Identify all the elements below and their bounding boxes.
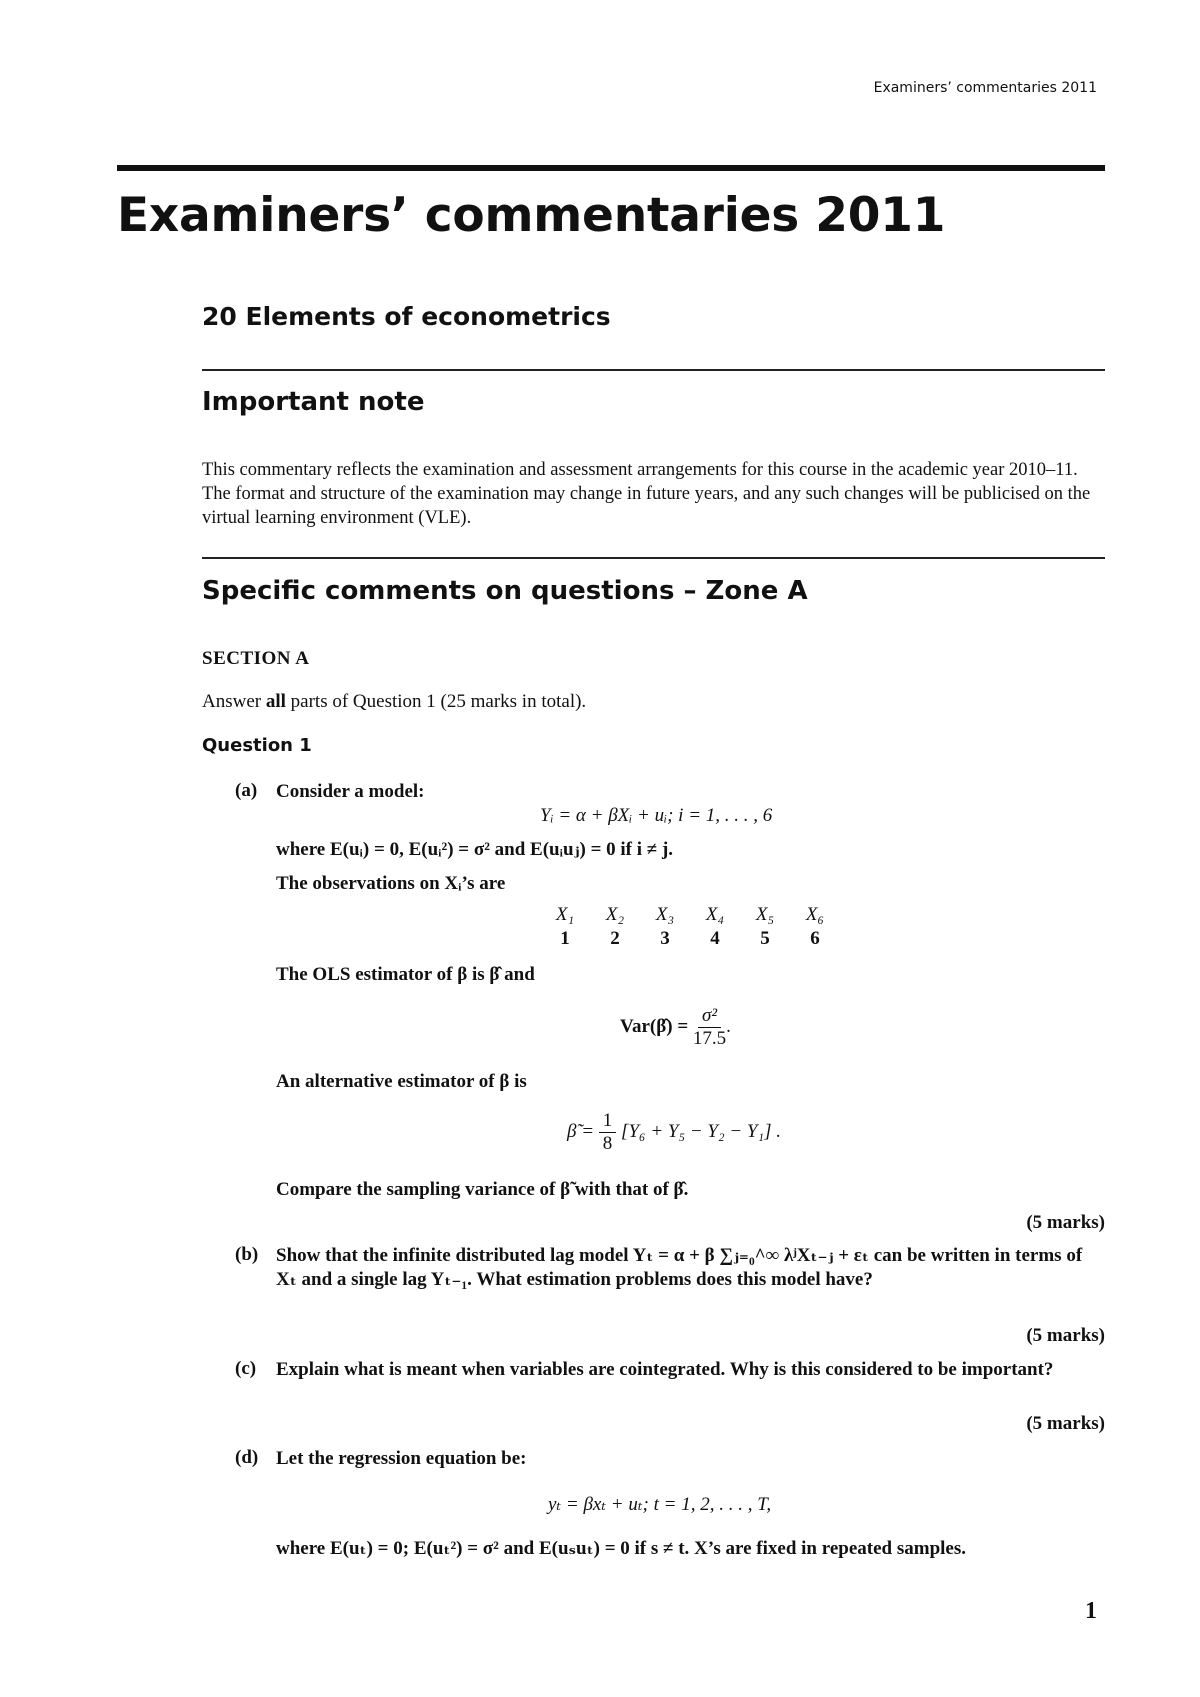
marks-b: (5 marks) [1026,1325,1105,1346]
obs-header: X₁ [555,904,575,925]
alt-rhs: [Y₆ + Y₅ − Y₂ − Y₁] . [621,1120,781,1142]
part-a-label: (a) [235,780,258,801]
part-d-text: where E(uₜ) = 0; E(uₜ²) = σ² and E(uₛuₜ) = 0 if s ≠ t. X’s are fixed in repeated samples. [276,1538,966,1559]
obs-header: X₃ [655,904,675,925]
part-a-assumptions: where E(uᵢ) = 0, E(uᵢ²) = σ² and E(uᵢuⱼ) = 0 if i ≠ j. [276,839,674,860]
alternative-estimator-equation [567,1110,781,1155]
part-d-label: (d) [235,1447,259,1468]
marks-c: (5 marks) [1026,1413,1105,1434]
running-header: Examiners’ commentaries 2011 [873,80,1097,96]
page-number: 1 [1085,1598,1097,1624]
section-rule [202,369,1105,371]
model-equation: Yᵢ = α + βXᵢ + uᵢ; i = 1, . . . , 6 [540,805,773,826]
obs-header: X₆ [805,904,825,925]
variance-lhs: Var(β̂) = [620,1015,689,1037]
alt-fraction [599,1110,617,1155]
title-rule [117,165,1105,171]
fraction-numerator: 1 [599,1110,617,1133]
course-title: 20 Elements of econometrics [202,302,611,331]
compare-text: Compare the sampling variance of β̃ with that of β̂. [276,1179,689,1200]
instructions-text: Answer [202,691,266,712]
specific-comments-heading: Specific comments on questions – Zone A [202,576,808,606]
instructions-emphasis: all [265,691,286,712]
obs-value: 4 [710,928,720,949]
observations-table [540,903,840,951]
fraction-denominator: 17.5 [692,1028,727,1049]
variance-fraction [693,1005,726,1050]
important-note-text: This commentary reflects the examination and assessment arrangements for this course in the academic year 2010–11. The format and structure of the examination may change in future years, and any such changes will be publicised on the virtual learning environment (VLE). [202,460,1091,528]
document-title: Examiners’ commentaries 2011 [117,188,946,243]
part-a-intro: Consider a model: [276,781,425,802]
part-b-label: (b) [235,1244,259,1265]
obs-value: 2 [610,928,620,949]
marks-a: (5 marks) [1026,1212,1105,1233]
instructions-text: parts of Question 1 (25 marks in total). [285,691,587,712]
important-note-heading: Important note [202,387,425,417]
part-c-label: (c) [235,1358,257,1379]
alt-lhs: β̃ = [567,1120,595,1142]
part-b-text: Show that the infinite distributed lag model Yₜ = α + β ∑ⱼ₌₀^∞ λʲXₜ₋ⱼ + εₜ can be written in terms of Xₜ and a single lag Yₜ₋₁. What estimation problems does this model have? [276,1245,1083,1290]
section-rule [202,557,1105,559]
fraction-numerator: σ² [698,1005,721,1028]
alternative-text: An alternative estimator of β is [276,1071,527,1092]
obs-header: X₅ [755,904,775,925]
obs-value: 6 [810,928,820,949]
obs-value: 1 [560,928,570,949]
regression-equation: yₜ = βxₜ + uₜ; t = 1, 2, . . . , T, [548,1494,772,1515]
fraction-denominator: 8 [602,1133,613,1154]
instructions [202,691,586,713]
obs-header: X₄ [705,904,725,925]
ols-text: The OLS estimator of β is β̂ and [276,964,535,985]
obs-value: 5 [760,928,770,949]
section-label: SECTION A [202,648,310,669]
part-c-text: Explain what is meant when variables are cointegrated. Why is this considered to be important? [276,1359,1054,1380]
part-d-intro: Let the regression equation be: [276,1448,527,1469]
obs-header: X₂ [605,904,625,925]
variance-equation: Var(β̂) = $\frac{\text{σ²}}{17.5}$ . [620,1005,731,1049]
question-label: Question 1 [202,735,312,756]
observations-intro: The observations on Xᵢ’s are [276,873,506,894]
obs-value: 3 [660,928,670,949]
